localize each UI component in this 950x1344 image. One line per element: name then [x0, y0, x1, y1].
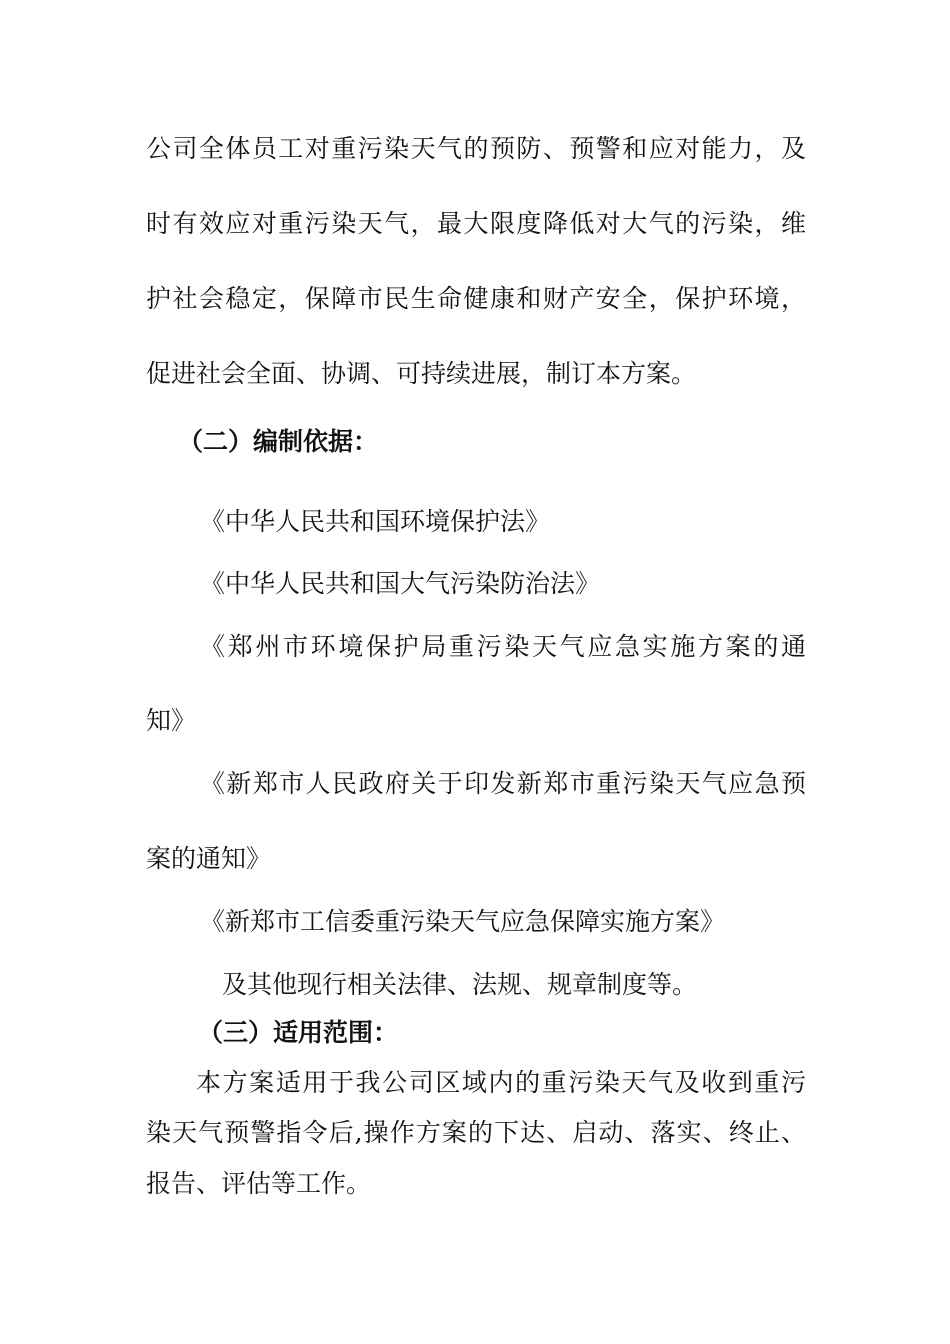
scope-line-2: 染天气预警指令后,操作方案的下达、启动、落实、终止、	[146, 1118, 806, 1147]
paragraph-line-2: 时有效应对重污染天气，最大限度降低对大气的污染，维	[146, 209, 806, 238]
scope-line-1: 本方案适用于我公司区域内的重污染天气及收到重污	[196, 1068, 806, 1097]
scope-line-3: 报告、评估等工作。	[146, 1169, 372, 1198]
paragraph-line-3: 护社会稳定，保障市民生命健康和财产安全，保护环境，	[146, 284, 806, 313]
basis-item-5: 《新郑市工信委重污染天气应急保障实施方案》	[200, 907, 726, 936]
basis-item-2: 《中华人民共和国大气污染防治法》	[200, 569, 601, 598]
basis-item-1: 《中华人民共和国环境保护法》	[200, 507, 551, 536]
basis-item-3-line-1: 《郑州市环境保护局重污染天气应急实施方案的通	[200, 632, 806, 661]
basis-item-4-line-2: 案的通知》	[146, 844, 272, 873]
section-heading-basis: （二）编制依据：	[178, 427, 379, 456]
basis-item-6: 及其他现行相关法律、法规、规章制度等。	[222, 970, 698, 999]
basis-item-3-line-2: 知》	[146, 706, 197, 735]
section-heading-scope: （三）适用范围：	[198, 1018, 399, 1047]
paragraph-line-4: 促进社会全面、协调、可持续进展，制订本方案。	[146, 359, 697, 388]
paragraph-line-1: 公司全体员工对重污染天气的预防、预警和应对能力，及	[146, 134, 806, 163]
basis-item-4-line-1: 《新郑市人民政府关于印发新郑市重污染天气应急预	[200, 769, 806, 798]
